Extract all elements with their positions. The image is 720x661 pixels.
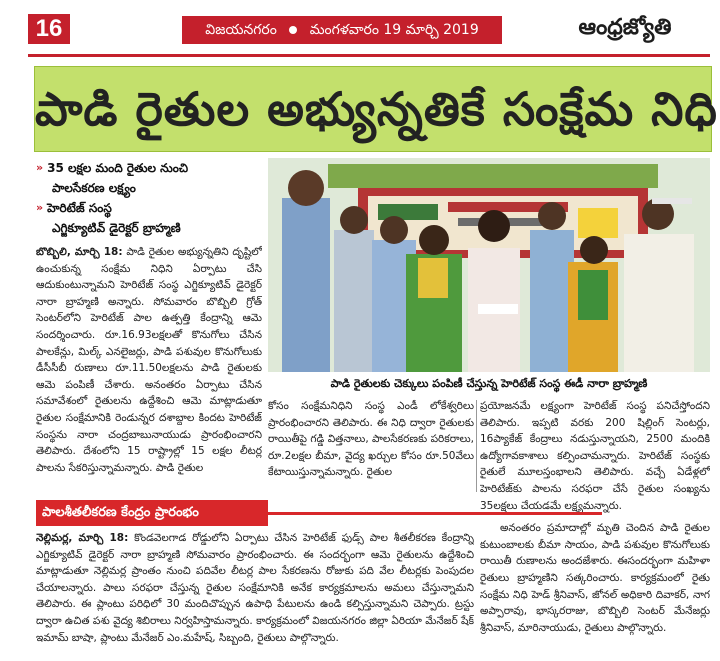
dateline-lead: బొబ్బిలి, మార్చి 18: (36, 246, 123, 258)
headline: పాడి రైతుల అభ్యున్నతికే సంక్షేమ నిధి (35, 82, 718, 136)
page-header (0, 0, 720, 52)
article-column-2 (268, 398, 474, 496)
photo-illustration (268, 158, 710, 372)
article-photo (268, 158, 710, 372)
sub-article-heading: పాలశీతలీకరణ కేంద్రం ప్రారంభం (36, 500, 268, 526)
deck-line: ఎగ్జిక్యూటివ్ డైరెక్టర్ బ్రాహ్మణి (52, 221, 181, 235)
issue-date: మంగళవారం 19 మార్చి 2019 (309, 22, 479, 38)
deck (36, 158, 262, 238)
photo-caption: పాడి రైతులకు చెక్కులు పంపిణీ చేస్తున్న హెరిటేజ్ సంస్థ ఈడీ నారా బ్రాహ్మణి (268, 374, 710, 394)
separator-dot-icon (289, 26, 297, 34)
headline-box (34, 66, 718, 152)
header-rule (28, 54, 710, 57)
article-text: కోసం సంక్షేమనిధిని సంస్థ ఎండీ లోకేశ్వరిలు ప్రారంభించారని తెలిపారు. ఈ నిధి ద్వారా రైతులకు రాయితీపై గడ్డి విత్తనాలు, పాలసేకరణకు పరికరాలు, రూ.2లక్షల బీమా, వైద్య ఖర్చుల కోసం రూ.50వేలు కేటాయిస్తున్నామన్నారు. రైతుల (268, 400, 474, 479)
bullet-arrow-icon: » (36, 201, 44, 214)
article-text: పాడి రైతుల అభ్యున్నతిని దృష్టిలో ఉంచుకున్న సంక్షేమ నిధిని ఏర్పాటు చేసి ఆదుకుంటున్నామని హెరిటేజ్ సంస్థ ఎగ్జిక్యూటివ్ డైరెక్టర్ నారా బ్రాహ్మణి అన్నారు. సోమవారం బొబ్బిలి గ్రోత్ సెంటర్‌లోని హెరిటేజ్ పాల ఉత్పత్తి కేంద్రాన్ని ఆమె సందర్శించారు. రూ.16.93లక్షలతో కొనుగోలు చేసిన పాలకేన్లు, మిల్క్ ఎనలైజర్లు, పాడి పశువుల కొనుగోలుకు డీసీసీబీ రుణాలు రూ.11.50లక్షలను పాడి రైతులకు ఆమె పంపిణీ చేశారు. అనంతరం ఏర్పాటు చేసిన సమావేశంలో రైతులను ఉద్దేశించి ఆమె మాట్లాడుతూ రైతుల సంక్షేమానికి రెండున్నర దశాబ్దాల కిందట హెరిటేజ్ సంస్థను నారా చంద్రబాబునాయుడు ప్రారంభించారని తెలిపారు. దేశంలోని 15 రాష్ట్రాల్లో 15 లక్షల లీటర్ల పాలను సేకరిస్తున్నామన్నారు. పాడి రైతుల (36, 246, 262, 474)
dateline (182, 16, 502, 44)
article-column-1 (36, 244, 262, 494)
article-column-3 (480, 398, 710, 660)
deck-line: » 35 లక్షల మంది రైతుల నుంచి (36, 158, 262, 178)
page-number: 16 (28, 14, 70, 44)
article-text: అనంతరం ప్రమాదాల్లో మృతి చెందిన పాడి రైతుల కుటుంబాలకు బీమా సాయం, పాడి పశువుల కొనుగోలుకు రాయితీ రుణాలను అందజేశారు. ఈసందర్భంగా మహిళా రైతులు బ్రాహ్మణిని సత్కరించారు. కార్యక్రమంలో రైతు సంక్షేమ నిధి హెడ్ శ్రీనివాస్, జోనల్ అధికారి దివాకర్, నాగ అప్పారావు, భాస్కరరాజు, బొబ్బిలి సెంటర్ మేనేజర్లు శ్రీనివాస్, మారినాయుడు, రైతులు పాల్గొన్నారు. (480, 522, 710, 634)
deck-line: పాలసేకరణ లక్ష్యం (52, 181, 136, 195)
article-text: ప్రయోజనమే లక్ష్యంగా హెరిటేజ్ సంస్థ పనిచేస్తోందని తెలిపారు. ఇప్పటి వరకు 200 షిల్లింగ్ సెంటర్లు, 16ప్యాకేజ్ కేంద్రాలు నడుస్తున్నాయని, 2500 మందికి ఉద్యోగావకాశాలు కల్పించామన్నారు. హెరిటేజ్ సంస్థకు రైతులే మూలస్తంభాలని తెలిపారు. వచ్చే ఏడేళ్లలో హెరిటేజ్‌కు పాలను సరఫరా చేసే రైతుల సంఖ్యను 35లక్షలు చేయడమే లక్ష్యమన్నారు. (480, 400, 710, 512)
column-divider (476, 400, 477, 492)
sub-heading-band (268, 512, 602, 515)
masthead-logo: ఆంధ్రజ్యోతి (578, 15, 672, 40)
bullet-arrow-icon: » (36, 161, 44, 174)
edition-name: విజయనగరం (205, 22, 277, 38)
sub-article-body (36, 530, 474, 660)
deck-line: » హెరిటేజ్ సంస్థ (36, 198, 262, 218)
article-text: కొండవెలగాడ రోడ్డులోని ఏర్పాటు చేసిన హెరిటేజ్ ఫుడ్స్ పాల శీతలీకరణ కేంద్రాన్ని ఎగ్జిక్యూటివ్ డైరెక్టర్ నారా బ్రాహ్మణి సోమవారం ప్రారంభించారు. ఈ సందర్భంగా ఆమె రైతులను ఉద్దేశించి మాట్లాడుతూ నెల్లిమర్ల ప్రాంతం నుంచి పదివేల లీటర్ల పాల సేకరణను రోజుకు పది వేల లీటర్లకు పెంపుదల చేయాలన్నారు. పాలు సరఫరా చేస్తున్న రైతుల సంక్షేమానికి అనేక కార్యక్రమాలను అమలు చేస్తున్నామని తెలిపారు. ఈ ప్లాంటు పరిధిలో 30 మందిచొప్పున ఉపాధి పేటులను ఉండి కల్పిస్తున్నామని చెప్పారు. ట్రస్టు ద్వారా ఉచిత పశు వైద్య శిబిరాలు నిర్వహిస్తామన్నారు. కార్యక్రమంలో విజయనగరం జిల్లా ఏరియా మేనేజర్ షేక్ ఇమామ్ బాషా, ప్లాంటు మేనేజర్ ఎం.మహేష్, సిబ్బంది, రైతులు పాల్గొన్నారు. (36, 532, 474, 644)
dateline-lead: నెల్లిమర్ల, మార్చి 18: (36, 532, 129, 544)
